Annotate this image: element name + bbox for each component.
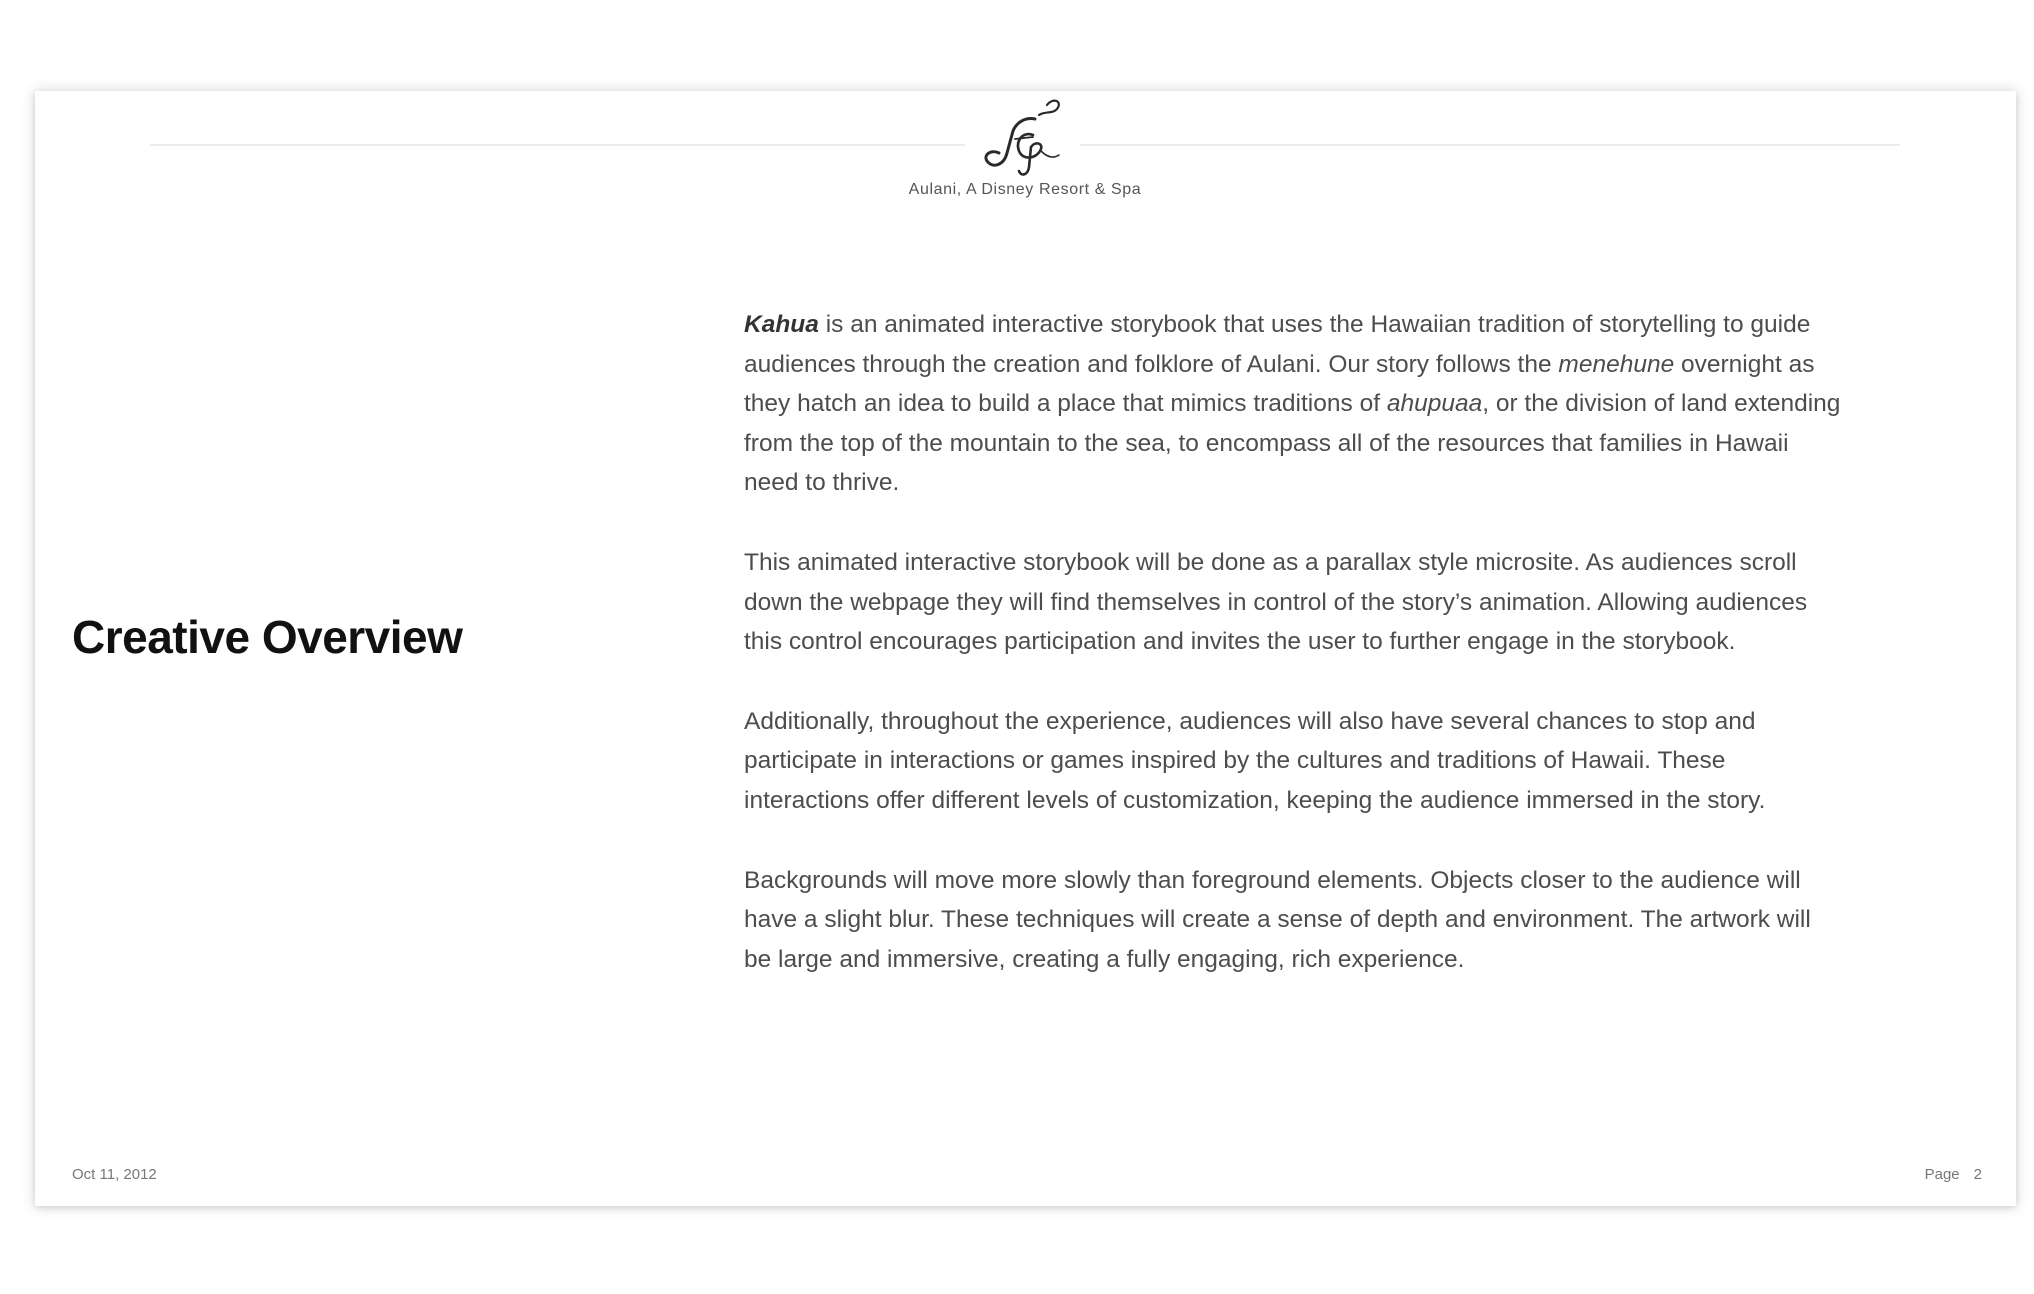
slide-title: Creative Overview <box>72 611 463 663</box>
page-number: 2 <box>1973 1166 1982 1183</box>
body-content <box>744 305 1844 1019</box>
kahua-term: Kahua <box>744 311 819 338</box>
header-divider-right <box>1080 144 1900 146</box>
paragraph-intro <box>744 305 1844 503</box>
ahupuaa-term: ahupuaa <box>1386 390 1483 418</box>
paragraph-backgrounds: Backgrounds will move more slowly than foreground elements. Objects closer to the audience will have a slight blur. These techniques will create a sense of depth and environment. The artwork will be large and immersive, creating a fully engaging, rich experience. <box>744 866 1811 973</box>
menehune-term: menehune <box>1558 350 1675 378</box>
intro-text-3: , or the division of land extending from the top of the mountain to the sea, to encompass all of the resources that families in Hawaii need to thrive. <box>744 390 1841 497</box>
paragraph-parallax: This animated interactive storybook will be done as a parallax style microsite. As audiences scroll down the webpage they will find themselves in control of the story’s animation. Allowing audiences this control encourages participation and invites the user to further engage in the storybook. <box>744 548 1808 656</box>
monogram-logo-icon <box>977 95 1067 179</box>
footer-page-number <box>1925 1166 1982 1183</box>
intro-text-2: overnight as they hatch an idea to build a place that mimics traditions of <box>744 350 1815 418</box>
header-divider-left <box>150 144 965 146</box>
document-page <box>35 91 2016 1206</box>
paragraph-interactions: Additionally, throughout the experience, audiences will also have several chances to stop and participate in interactions or games inspired by the cultures and traditions of Hawaii. These interactions offer different levels of customization, keeping the audience immersed in the story. <box>744 707 1766 814</box>
resort-name: Aulani, A Disney Resort & Spa <box>908 181 1142 198</box>
page-label: Page <box>1924 1166 1960 1183</box>
footer-date: Oct 11, 2012 <box>72 1166 157 1183</box>
intro-text-1: is an animated interactive storybook that uses the Hawaiian tradition of storytelling to guide audiences through the creation and folklore of Aulani. Our story follows the <box>744 311 1811 378</box>
